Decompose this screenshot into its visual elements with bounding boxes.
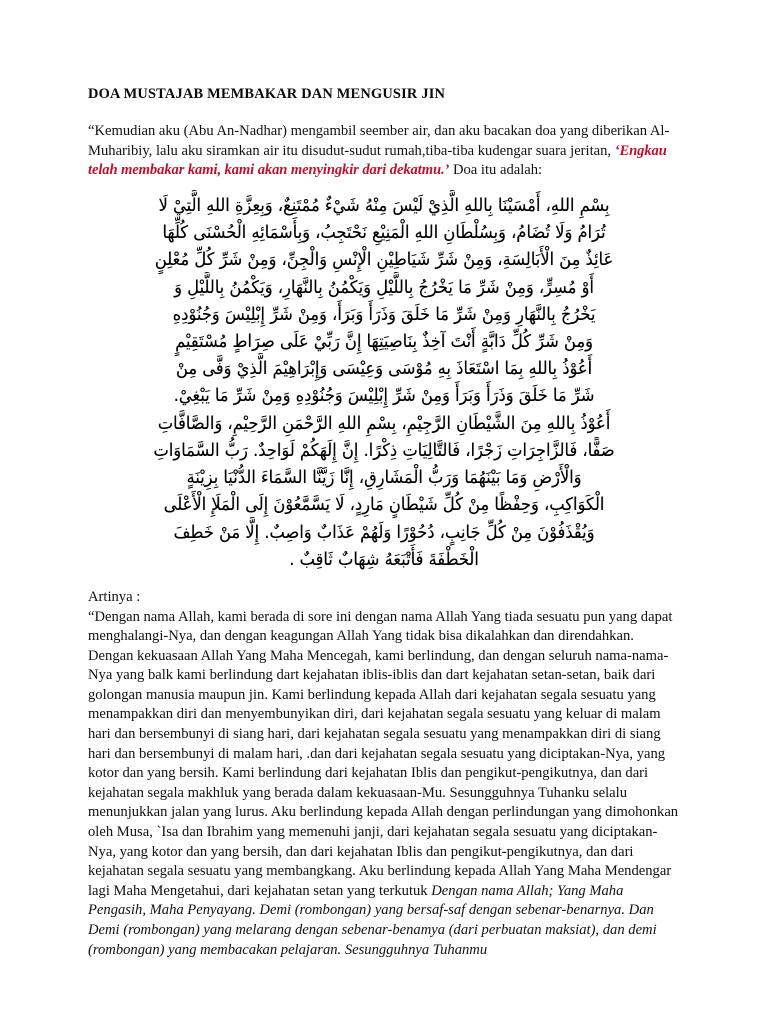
- translation-paragraph: [88, 608, 680, 961]
- arabic-line: بِسْمِ اللهِ، أَمْسَيْنَا بِاللهِ الَّذِيْ لَيْسَ مِنْهُ شَيْءٌ مُمْتَنِعٌ، وَبِعِزَّةِ اللهِ الَّتِيْ لَا: [158, 196, 610, 217]
- translation-quran-verses-italic: Dengan nama Allah; Yang Maha Pengasih, Maha Penyayang. Demi (rombongan) yang bersaf-saf dengan sebenar-benarnya. Dan Demi (rombongan) yang melarang dengan sebenar-benamya (dari perbuatan maksiat), dan demi (rombongan) yang membacakan pelajaran. Sesungguhnya Tuhanmu: [88, 882, 657, 958]
- arabic-line: تُرَامُ وَلَا تُضَامُ، وَبِسُلْطَانِ اللهِ الْمَنِيْعِ نَحْتَجِبُ، وَبِأَسْمَائِهِ الْحُسْنَى كُلِّهَا: [162, 223, 606, 244]
- arabic-line: الْكَوَاكِبِ، وَحِفْظًا مِنْ كُلِّ شَيْطَانٍ مَارِدٍ، لَا يَسَّمَّعُوْنَ إِلَى الْمَلَإِ الْأَعْلَى: [163, 495, 605, 516]
- arabic-line: شَرِّ مَا خَلَقَ وَذَرَأَ وَبَرَأَ وَمِنْ شَرِّ إِبْلِيْسَ وَجُنُوْدِهِ وَمِنْ شَرِّ مَا يَبْغِيْ.: [173, 386, 595, 407]
- intro-text-after-quote: Doa itu adalah:: [449, 162, 543, 179]
- translation-roman-text: “Dengan nama Allah, kami berada di sore ini dengan nama Allah Yang tiada sesuatu pun yang dapat menghalangi-Nya, dan dengan keagungan Allah Yang tidak bisa dikalahkan dan direndahkan. Dengan kekuasaan Allah Yang Maha Mencegah, kami berlindung, dan dengan seluruh nama-nama-Nya yang balk kami berlindung dart kejahatan iblis-iblis dan dart kejahatan setan-setan, baik dari golongan manusia maupun jin. Kami berlindung kepada Allah dari kejahatan segala sesuatu yang menampakkan diri dan menyembunyikan diri, dari kejahatan segala sesuatu yang keluar di malam hari dan bersembunyi di siang hari, dari kejahatan segala sesuatu yang menampakkan diri di siang hari dan bersembunyi di malam hari, .dan dari kejahatan segala sesuatu yang diciptakan-Nya, yang kotor dan yang bersih. Kami berlindung dari kejahatan Iblis dan pengikut-pengikutnya, dan dari kejahatan segala makhluk yang berada dalam kekuasaan-Mu. Sesungguhnya Tuhanku selalu menunjukkan jalan yang lurus. Aku berlindung kepada Allah dengan perlindungan yang dimohonkan oleh Musa, `Isa dan Ibrahim yang memenuhi janji, dari kejahatan segala sesuatu yang diciptakan-Nya, yang kotor dan yang bersih, dan dari kejahatan Iblis dan pengikut-pengikutnya, dan dari kejahatan segala sesuatu yang membangkang. Aku berlindung kepada Allah Yang Maha Mendengar lagi Maha Mengetahui, dari kejahatan setan yang terkutuk: [88, 608, 679, 899]
- arabic-line: أَعُوْذُ بِاللهِ بِمَا اسْتَعَاذَ بِهِ مُوْسَى وَعِيْسَى وَإِبْرَاهِيْمَ الَّذِيْ وَفَّى مِنْ: [175, 359, 593, 380]
- jinn-scream-quote: ‘Engkau telah membakar kami, kami akan menyingkir dari dekatmu.’: [88, 142, 667, 179]
- arabic-line: أَوْ مُسِرٍّ، وَمِنْ شَرِّ مَا يَخْرُجُ بِاللَّيْلِ وَيَكْمُنُ بِالنَّهَارِ، وَيَكْمُنُ بِاللَّيْلِ وَ: [174, 277, 594, 298]
- intro-text-before-quote: “Kemudian aku (Abu An-Nadhar) mengambil seember air, dan aku bacakan doa yang diberikan Al-Muharibiy, lalu aku siramkan air itu disudut-sudut rumah,tiba-tiba kudengar suara jeritan,: [88, 123, 670, 159]
- arabic-line: وَالْأَرْضِ وَمَا بَيْنَهُمَا وَرَبُّ الْمَشَارِقِ، إِنَّا زَيَّنَّا السَّمَاءَ الدُّنْيَا بِزِيْنَةٍ: [186, 468, 582, 489]
- arabic-line: صَفًّا، فَالزَّاجِرَاتِ زَجْرًا، فَالتَّالِيَاتِ ذِكْرًا. إِنَّ إِلَهَكُمْ لَوَاحِدٌ. رَبُّ السَّمَاوَاتِ: [153, 440, 615, 461]
- arabic-prayer-scan: [88, 193, 680, 574]
- arabic-line: يَخْرُجُ بِالنَّهَارِ وَمِنْ شَرِّ مَا خَلَقَ وَذَرَأَ وَبَرَأَ، وَمِنْ شَرِّ إِبْلِيْسَ وَجُنُوْدِهِ: [172, 304, 596, 325]
- arabic-line: أَعُوْذُ بِاللهِ مِنَ الشَّيْطَانِ الرَّجِيْمِ، بِسْمِ اللهِ الرَّحْمَنِ الرَّحِيْمِ، وَالصَّافَّاتِ: [157, 413, 611, 434]
- arabic-line: وَمِنْ شَرِّ كُلِّ دَابَّةٍ أَنْتَ آخِذٌ بِنَاصِيَتِهَا إِنَّ رَبِّيْ عَلَى صِرَاطٍ مُسْتَقِيْمٍ: [175, 332, 593, 353]
- page-title: DOA MUSTAJAB MEMBAKAR DAN MENGUSIR JIN: [88, 86, 446, 102]
- arabic-line: وَيُقْذَفُوْنَ مِنْ كُلِّ جَانِبٍ، دُحُوْرًا وَلَهُمْ عَذَابٌ وَاصِبٌ. إِلَّا مَنْ خَطِفَ: [173, 522, 595, 543]
- arabic-line: عَائِذٌ مِنَ الْأَبَالِسَةِ، وَمِنْ شَرِّ شَيَاطِيْنِ الْإِنْسِ وَالْجِنِّ، وَمِنْ شَرِّ كُلِّ مُعْلِنٍ: [154, 250, 614, 271]
- document-content-column: [88, 86, 680, 960]
- intro-paragraph: [88, 122, 680, 181]
- artinya-label: Artinya :: [88, 588, 141, 605]
- arabic-line: الْخَطْفَةَ فَأَتْبَعَهُ شِهَابٌ ثَاقِبٌ .: [289, 549, 479, 570]
